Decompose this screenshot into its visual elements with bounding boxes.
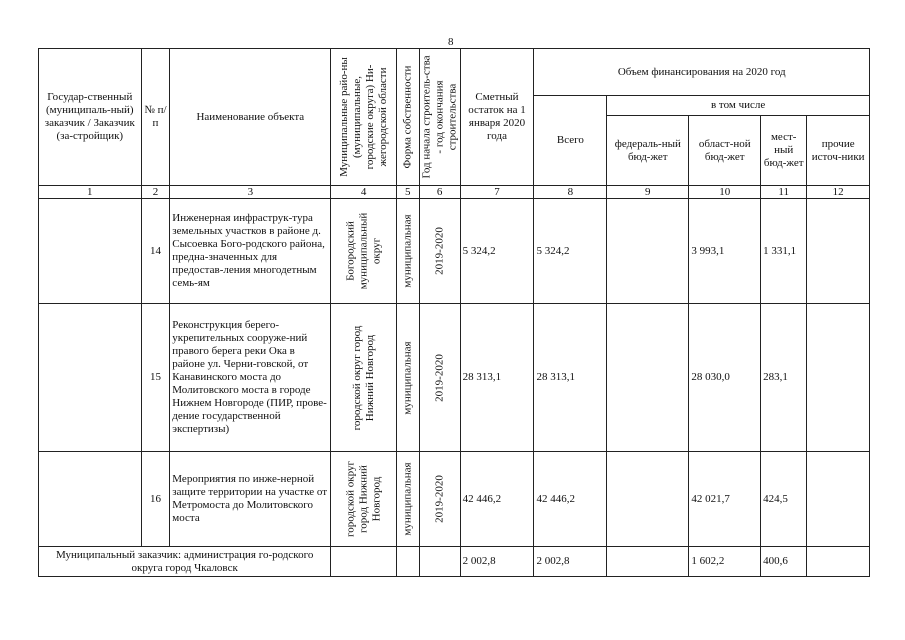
district-text: Богородский муниципальный округ [344, 212, 383, 290]
page-number: 8 [448, 36, 454, 48]
header-funding-volume: Объем финансирования на 2020 год [534, 49, 870, 96]
column-index: 3 [170, 186, 331, 199]
header-customer: Государ-ственный (муниципаль-ный) заказчик / Заказчик (за-стройщик) [39, 49, 142, 186]
summary-years-cell [419, 547, 460, 577]
object-name: Инженерная инфраструк-тура земельных участков в районе д. Сысоевка Бого-родского района, предна-значенных для предостав-ления многодетным семь-ям [170, 199, 331, 304]
summary-district-cell [331, 547, 397, 577]
ownership-cell [396, 304, 419, 452]
header-ownership [396, 49, 419, 186]
years-cell [419, 452, 460, 547]
column-index: 10 [689, 186, 761, 199]
district-cell [331, 452, 397, 547]
local-cell: 424,5 [761, 452, 807, 547]
summary-label: Муниципальный заказчик: администрация го-родского округа город Чкаловск [39, 547, 331, 577]
column-index: 12 [807, 186, 870, 199]
column-index: 11 [761, 186, 807, 199]
customer-cell [39, 304, 142, 452]
federal-cell [607, 304, 689, 452]
ownership-text: муниципальная [401, 214, 414, 288]
district-cell [331, 199, 397, 304]
total-cell: 28 313,1 [534, 304, 607, 452]
table-row [39, 199, 870, 304]
header-district [331, 49, 397, 186]
object-name: Мероприятия по инже-нерной защите территории на участке от Метромоста до Молитовского моста [170, 452, 331, 547]
column-index: 6 [419, 186, 460, 199]
header-other: прочие источ-ники [807, 116, 870, 186]
column-index-row [39, 186, 870, 199]
ownership-text: муниципальная [401, 340, 414, 415]
header-ownership-text: Форма собственности [401, 65, 414, 169]
header-including: в том числе [607, 96, 870, 116]
column-index: 2 [141, 186, 170, 199]
other-cell [807, 199, 870, 304]
header-remaining: Сметный остаток на 1 января 2020 года [460, 49, 534, 186]
ownership-cell [396, 452, 419, 547]
federal-cell [607, 199, 689, 304]
summary-ownership-cell [396, 547, 419, 577]
header-number: № п/п [141, 49, 170, 186]
column-index: 1 [39, 186, 142, 199]
other-cell [807, 304, 870, 452]
header-object-name: Наименование объекта [170, 49, 331, 186]
header-years-text: Год начала строитель-ства - год окончания строительства [420, 55, 459, 179]
summary-other [807, 547, 870, 577]
table-row [39, 452, 870, 547]
summary-row [39, 547, 870, 577]
header-total: Всего [534, 96, 607, 186]
total-cell: 5 324,2 [534, 199, 607, 304]
column-index: 7 [460, 186, 534, 199]
row-number: 15 [141, 304, 170, 452]
column-index: 9 [607, 186, 689, 199]
total-cell: 42 446,2 [534, 452, 607, 547]
summary-remaining: 2 002,8 [460, 547, 534, 577]
table-row [39, 304, 870, 452]
funding-table [38, 48, 870, 577]
customer-cell [39, 452, 142, 547]
local-cell: 1 331,1 [761, 199, 807, 304]
header-local: мест-ный бюд-жет [761, 116, 807, 186]
object-name: Реконструкция берего-укрепительных сооруже-ний правого берега реки Ока в районе ул. Черни-говской, от Канавинского моста до Молитовского моста в городе Нижнем Новгороде (ПИР, прове-дение государственной экспертизы) [170, 304, 331, 452]
header-district-text: Муниципальные райо-ны (муниципальные, городские округа) Ни-жегородской области [337, 57, 389, 177]
years-text: 2019-2020 [433, 475, 446, 523]
remaining-cell: 42 446,2 [460, 452, 534, 547]
ownership-text: муниципальная [401, 462, 414, 536]
header-federal: федераль-ный бюд-жет [607, 116, 689, 186]
other-cell [807, 452, 870, 547]
ownership-cell [396, 199, 419, 304]
column-index: 5 [396, 186, 419, 199]
district-cell [331, 304, 397, 452]
district-text: городской округ город Нижний Новгород [344, 460, 383, 538]
column-index: 8 [534, 186, 607, 199]
regional-cell: 42 021,7 [689, 452, 761, 547]
years-cell [419, 199, 460, 304]
years-cell [419, 304, 460, 452]
summary-local: 400,6 [761, 547, 807, 577]
customer-cell [39, 199, 142, 304]
district-text: городской округ город Нижний Новгород [350, 325, 376, 430]
row-number: 16 [141, 452, 170, 547]
header-years [419, 49, 460, 186]
regional-cell: 3 993,1 [689, 199, 761, 304]
row-number: 14 [141, 199, 170, 304]
summary-total: 2 002,8 [534, 547, 607, 577]
years-text: 2019-2020 [433, 227, 446, 275]
column-index: 4 [331, 186, 397, 199]
local-cell: 283,1 [761, 304, 807, 452]
years-text: 2019-2020 [433, 353, 446, 402]
summary-regional: 1 602,2 [689, 547, 761, 577]
remaining-cell: 28 313,1 [460, 304, 534, 452]
summary-federal [607, 547, 689, 577]
header-regional: област-ной бюд-жет [689, 116, 761, 186]
remaining-cell: 5 324,2 [460, 199, 534, 304]
regional-cell: 28 030,0 [689, 304, 761, 452]
federal-cell [607, 452, 689, 547]
